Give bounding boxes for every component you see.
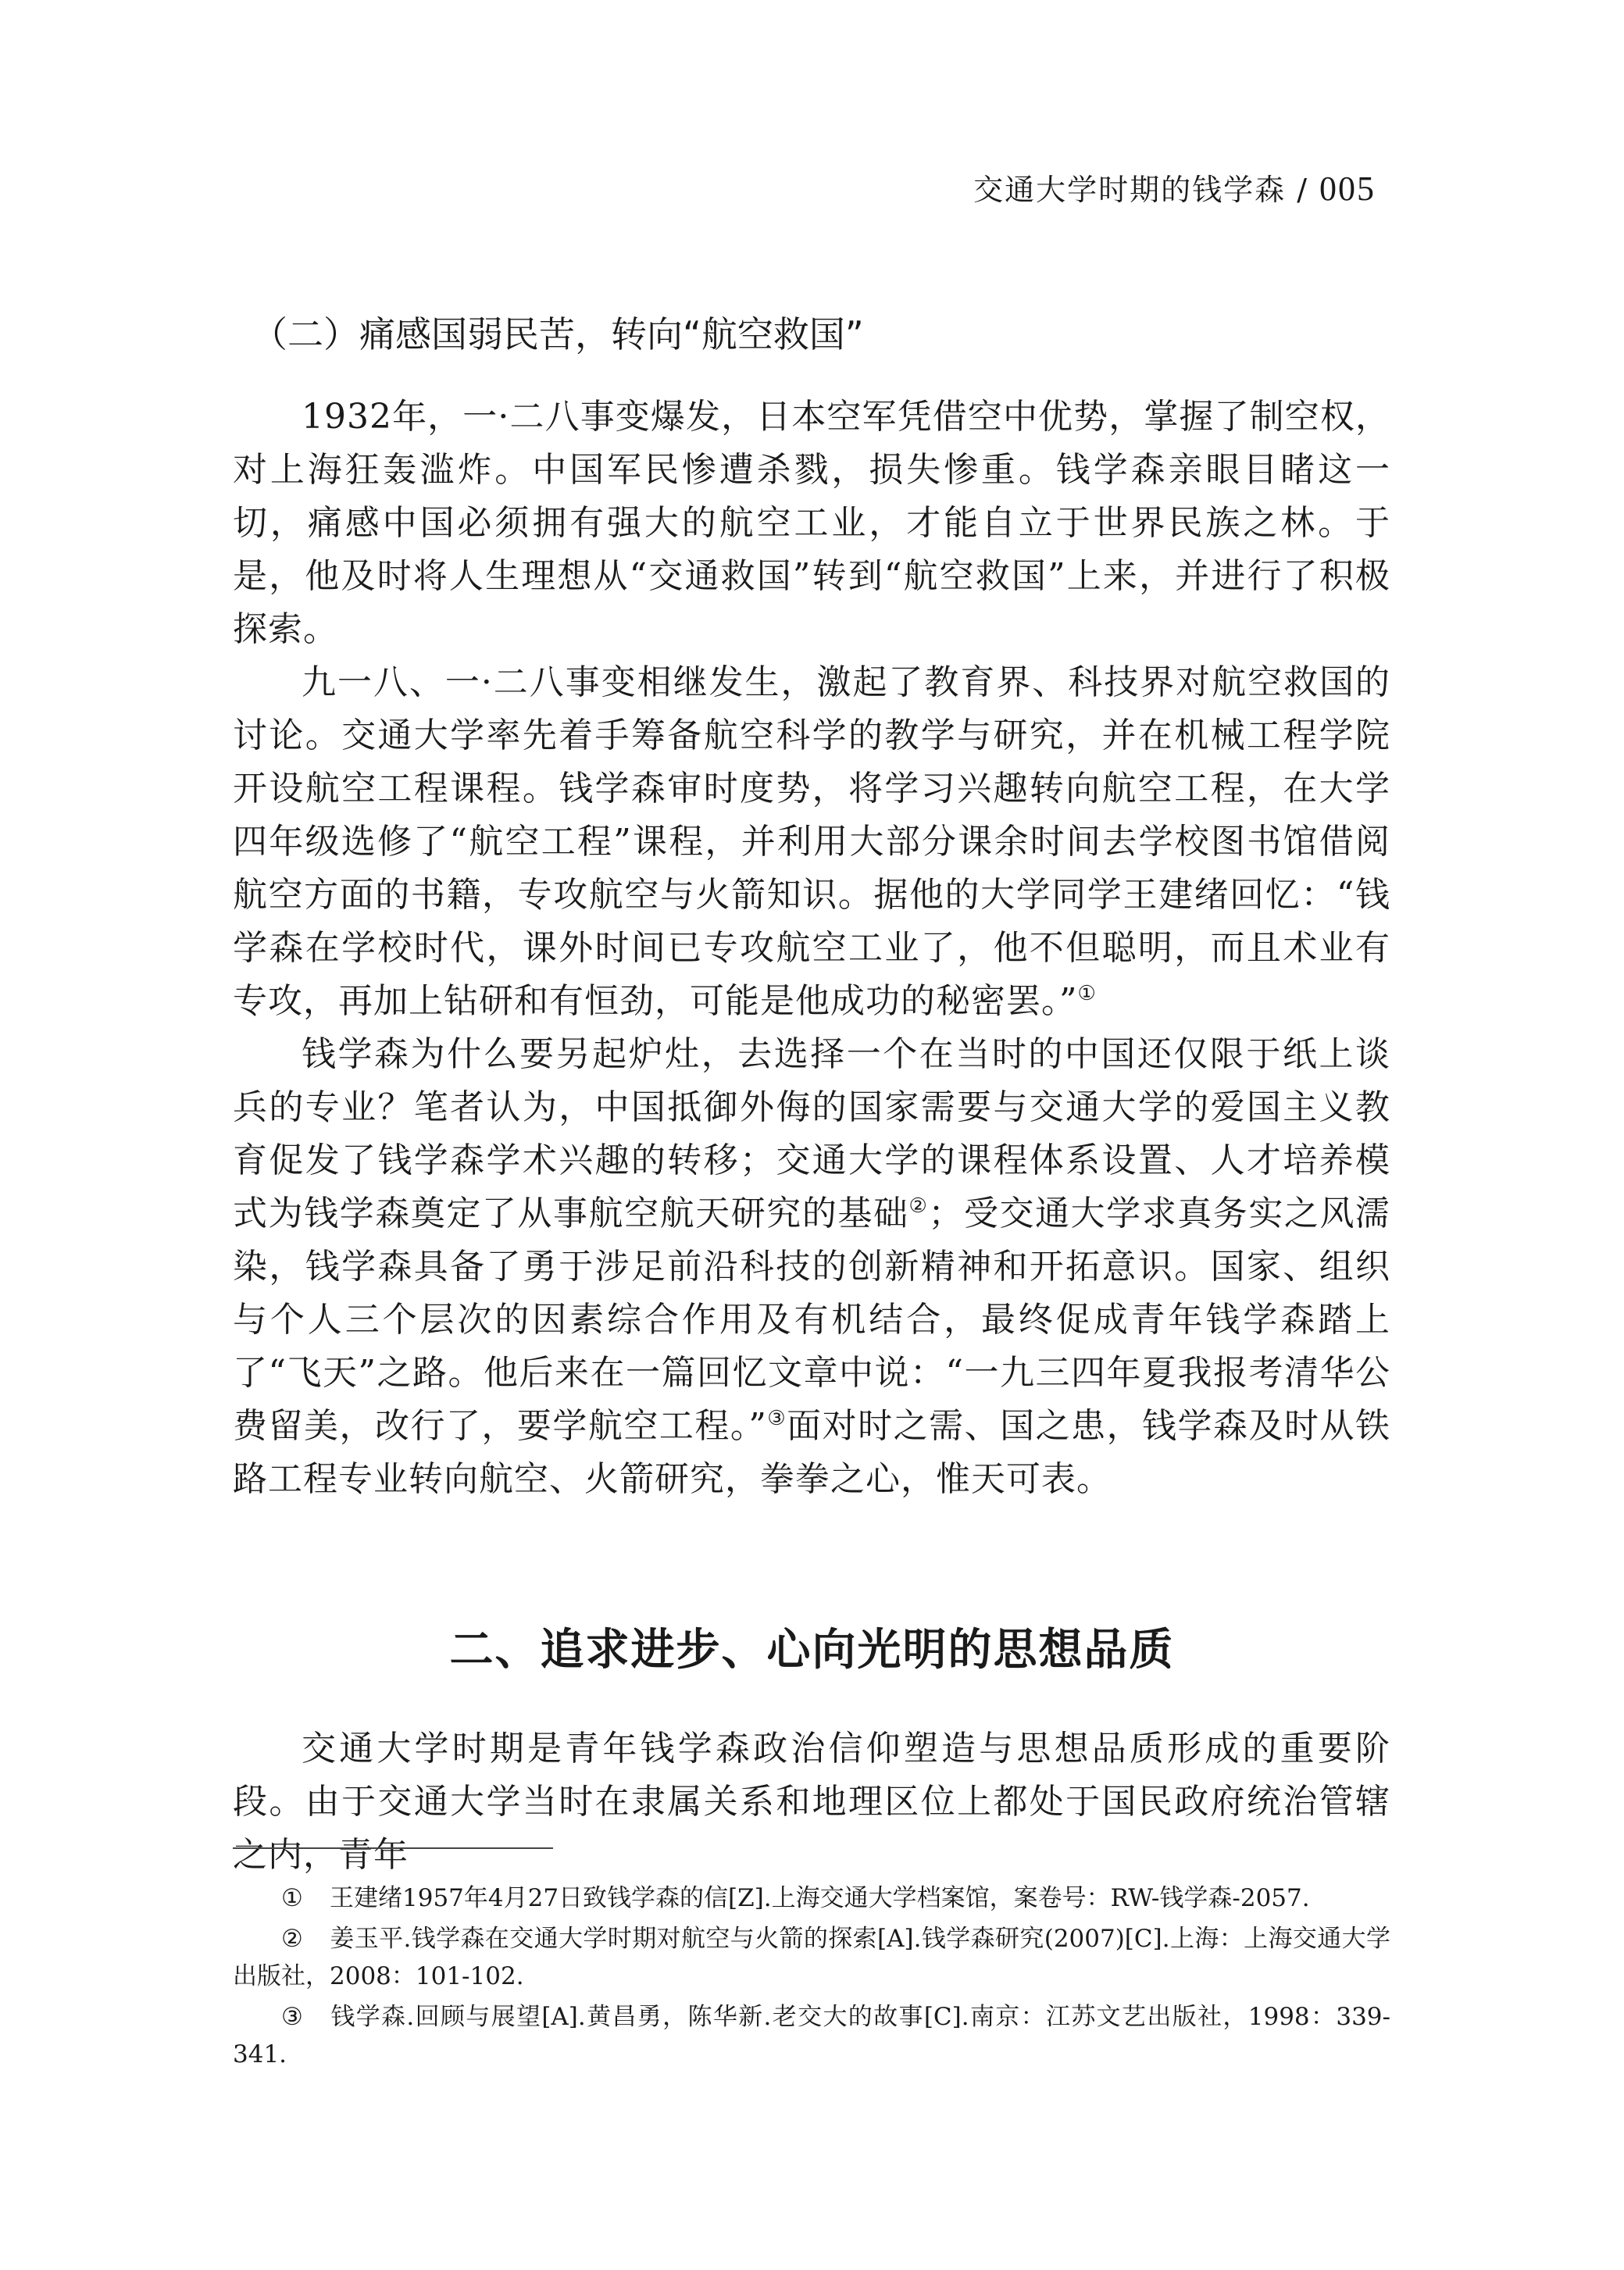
footnote-2-text: 姜玉平.钱学森在交通大学时期对航空与火箭的探索[A].钱学森研究(2007)[C].上海：上海交通大学出版社，2008：101-102. [233, 1925, 1390, 1990]
running-header [973, 166, 1376, 209]
footnote-divider [233, 1847, 553, 1849]
paragraph-3-text-c: 面对时之需、国之患，钱学森及时从铁路工程专业转向航空、火箭研究，拳拳之心，惟天可表。 [233, 1406, 1391, 1499]
footnote-ref-2[interactable]: ② [908, 1194, 929, 1218]
paragraph-3 [233, 1028, 1390, 1506]
body-text [233, 391, 1390, 1506]
subsection-heading: （二）痛感国弱民苦，转向“航空救国” [252, 313, 864, 355]
paragraph-2 [233, 656, 1390, 1028]
footnote-2 [233, 1920, 1390, 1995]
paragraph-3-text-b: ；受交通大学求真务实之风濡染，钱学森具备了勇于涉足前沿科技的创新精神和开拓意识。国家、组织与个人三个层次的因素综合作用及有机结合，最终促成青年钱学森踏上了“飞天”之路。他后来在一篇回忆文章中说：“一九三四年夏我报考清华公费留美，改行了，要学航空工程。” [233, 1194, 1391, 1446]
footnote-ref-1[interactable]: ① [1077, 982, 1097, 1005]
paragraph-3-text-a: 钱学森为什么要另起炉灶，去选择一个在当时的中国还仅限于纸上谈兵的专业？笔者认为，中国抵御外侮的国家需要与交通大学的爱国主义教育促发了钱学森学术兴趣的转移；交通大学的课程体系设置、人才培养模式为钱学森奠定了从事航空航天研究的基础 [233, 1034, 1390, 1233]
footnote-3 [233, 1998, 1390, 2073]
running-header-separator: / [1297, 173, 1308, 207]
section-heading: 二、追求进步、心向光明的思想品质 [449, 1625, 1175, 1676]
footnote-1 [233, 1879, 1390, 1917]
footnote-ref-3[interactable]: ③ [766, 1407, 787, 1430]
footnote-2-mark: ② [281, 1925, 303, 1953]
footnote-1-mark: ① [281, 1884, 303, 1912]
running-header-title: 交通大学时期的钱学森 [973, 173, 1287, 207]
footnote-3-text: 钱学森.回顾与展望[A].黄昌勇，陈华新.老交大的故事[C].南京：江苏文艺出版社，1998：339-341. [233, 2003, 1390, 2068]
paragraph-1: 1932年，一·二八事变爆发，日本空军凭借空中优势，掌握了制空权，对上海狂轰滥炸。中国军民惨遭杀戮，损失惨重。钱学森亲眼目睹这一切，痛感中国必须拥有强大的航空工业，才能自立于世界民族之林。于是，他及时将人生理想从“交通救国”转到“航空救国”上来，并进行了积极探索。 [233, 397, 1390, 649]
section-paragraph-1: 交通大学时期是青年钱学森政治信仰塑造与思想品质形成的重要阶段。由于交通大学当时在隶属关系和地理区位上都处于国民政府统治管辖之内，青年 [233, 1729, 1390, 1875]
page-number: 005 [1319, 170, 1376, 208]
footnote-1-text: 王建绪1957年4月27日致钱学森的信[Z].上海交通大学档案馆，案卷号：RW-钱学森-2057. [330, 1884, 1310, 1912]
footnotes [233, 1879, 1390, 2076]
footnote-3-mark: ③ [281, 2003, 303, 2031]
paragraph-2-text: 九一八、一·二八事变相继发生，激起了教育界、科技界对航空救国的讨论。交通大学率先着手筹备航空科学的教学与研究，并在机械工程学院开设航空工程课程。钱学森审时度势，将学习兴趣转向航空工程，在大学四年级选修了“航空工程”课程，并利用大部分课余时间去学校图书馆借阅航空方面的书籍，专攻航空与火箭知识。据他的大学同学王建绪回忆：“钱学森在学校时代，课外时间已专攻航空工业了，他不但聪明，而且术业有专攻，再加上钻研和有恒劲，可能是他成功的秘密罢。” [233, 662, 1390, 1021]
section-body-text [233, 1722, 1390, 1882]
